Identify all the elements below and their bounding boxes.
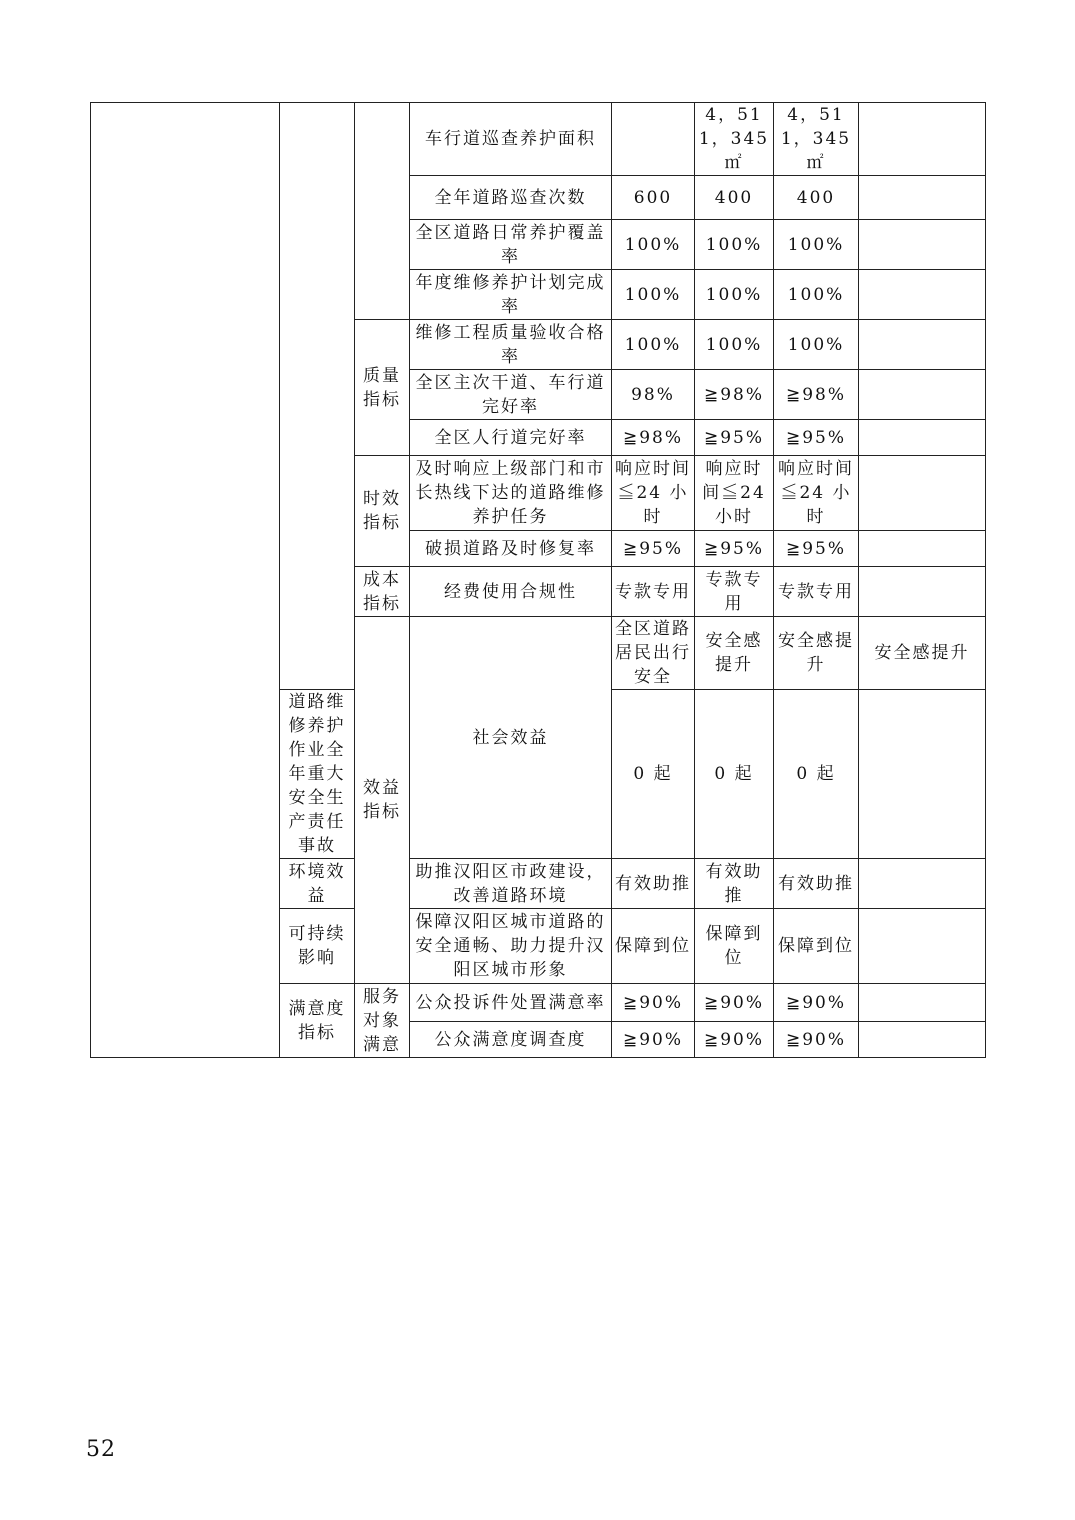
level1-cell: [91, 103, 280, 1058]
indicator-cell: 维修工程质量验收合格率: [410, 320, 612, 370]
level3-cell-cost: 成本指标: [355, 567, 410, 617]
note-cell: [859, 176, 986, 220]
value-cell-1: 有效助推: [612, 859, 695, 909]
value-cell-1: 响应时间≦24 小时: [612, 456, 695, 531]
value-cell-3: ≧98%: [774, 370, 859, 420]
indicator-cell: 公众满意度调查度: [410, 1022, 612, 1058]
note-cell: [859, 1022, 986, 1058]
value-cell-2: 有效助推: [695, 859, 774, 909]
value-cell-1: 100%: [612, 220, 695, 270]
value-cell-3: 响应时间≦24 小时: [774, 456, 859, 531]
value-cell-1: 0 起: [612, 690, 695, 859]
value-cell-3: 100%: [774, 270, 859, 320]
value-cell-2: 安全感提升: [774, 617, 859, 690]
value-cell-2: 100%: [695, 220, 774, 270]
value-cell-2: 0 起: [695, 690, 774, 859]
value-cell-2: ≧98%: [695, 370, 774, 420]
value-cell-3: 专款专用: [774, 567, 859, 617]
value-cell-2: 100%: [695, 320, 774, 370]
level2-cell-benefit: 效益指标: [355, 617, 410, 984]
value-cell-2: 400: [695, 176, 774, 220]
note-cell: [859, 984, 986, 1022]
note-cell: [859, 567, 986, 617]
indicator-cell: 车行道巡查养护面积: [410, 103, 612, 176]
value-cell-3: ≧95%: [774, 531, 859, 567]
level3-cell-quantity: [355, 103, 410, 320]
value-cell-3: ≧95%: [774, 420, 859, 456]
value-cell-3: 保障到位: [774, 909, 859, 984]
value-cell-1: 98%: [612, 370, 695, 420]
value-cell-1: 100%: [612, 270, 695, 320]
performance-indicator-table: [90, 102, 986, 1058]
value-cell-2: 4，511，345 ㎡: [695, 103, 774, 176]
level2-cell-output: [280, 103, 355, 690]
indicator-cell: 及时响应上级部门和市长热线下达的道路维修养护任务: [410, 456, 612, 531]
value-cell-1: ≧98%: [612, 420, 695, 456]
value-cell-1: [612, 103, 695, 176]
note-cell: [859, 320, 986, 370]
value-cell-3: 0 起: [774, 690, 859, 859]
value-cell-3: ≧90%: [774, 1022, 859, 1058]
value-cell-2: 专款专用: [695, 567, 774, 617]
value-cell-1: ≧95%: [612, 531, 695, 567]
level3-cell-service: 服务对象满意: [355, 984, 410, 1058]
value-cell-2: 100%: [695, 270, 774, 320]
value-cell-2: 响应时间≦24 小时: [695, 456, 774, 531]
value-cell-2: ≧95%: [695, 420, 774, 456]
level3-cell-social: 社会效益: [410, 617, 612, 859]
value-cell-2: 保障到位: [695, 909, 774, 984]
indicator-cell: 保障汉阳区城市道路的安全通畅、助力提升汉阳区城市形象: [410, 909, 612, 984]
indicator-cell: 年度维修养护计划完成率: [410, 270, 612, 320]
note-cell: [859, 370, 986, 420]
value-cell-1: 保障到位: [612, 909, 695, 984]
value-cell-3: 有效助推: [774, 859, 859, 909]
indicator-cell: 公众投诉件处置满意率: [410, 984, 612, 1022]
indicator-cell: 道路维修养护作业全年重大安全生产责任事故: [280, 690, 355, 859]
page-number: 52: [86, 1437, 116, 1462]
value-cell-1: 专款专用: [612, 567, 695, 617]
value-cell-2: ≧95%: [695, 531, 774, 567]
value-cell-2: ≧90%: [695, 984, 774, 1022]
indicator-cell: 经费使用合规性: [410, 567, 612, 617]
indicator-cell: 全年道路巡查次数: [410, 176, 612, 220]
note-cell: [859, 859, 986, 909]
note-cell: [859, 531, 986, 567]
level3-cell-sustainable: 可持续影响: [280, 909, 355, 984]
note-cell: [859, 420, 986, 456]
value-cell-3: 400: [774, 176, 859, 220]
note-cell: [859, 103, 986, 176]
value-cell-3: ≧90%: [774, 984, 859, 1022]
note-cell: [859, 456, 986, 531]
indicator-cell: 全区主次干道、车行道完好率: [410, 370, 612, 420]
note-cell: [859, 220, 986, 270]
level3-cell-timeliness: 时效指标: [355, 456, 410, 567]
value-cell-1: 安全感提升: [695, 617, 774, 690]
value-cell-3: 100%: [774, 320, 859, 370]
value-cell-1: 100%: [612, 320, 695, 370]
indicator-cell: 全区道路日常养护覆盖率: [410, 220, 612, 270]
value-cell-2: ≧90%: [695, 1022, 774, 1058]
value-cell-1: ≧90%: [612, 984, 695, 1022]
indicator-cell: 全区人行道完好率: [410, 420, 612, 456]
note-cell: [859, 690, 986, 859]
note-cell: [859, 909, 986, 984]
level3-cell-environment: 环境效益: [280, 859, 355, 909]
table-row: [91, 103, 986, 176]
indicator-cell: 助推汉阳区市政建设，改善道路环境: [410, 859, 612, 909]
level2-cell-satisfaction: 满意度指标: [280, 984, 355, 1058]
value-cell-1: ≧90%: [612, 1022, 695, 1058]
indicator-cell: 破损道路及时修复率: [410, 531, 612, 567]
indicator-cell: 全区道路居民出行安全: [612, 617, 695, 690]
value-cell-3: 4，511，345 ㎡: [774, 103, 859, 176]
level3-cell-quality: 质量指标: [355, 320, 410, 456]
value-cell-3: 安全感提升: [859, 617, 986, 690]
note-cell: [859, 270, 986, 320]
value-cell-3: 100%: [774, 220, 859, 270]
value-cell-1: 600: [612, 176, 695, 220]
